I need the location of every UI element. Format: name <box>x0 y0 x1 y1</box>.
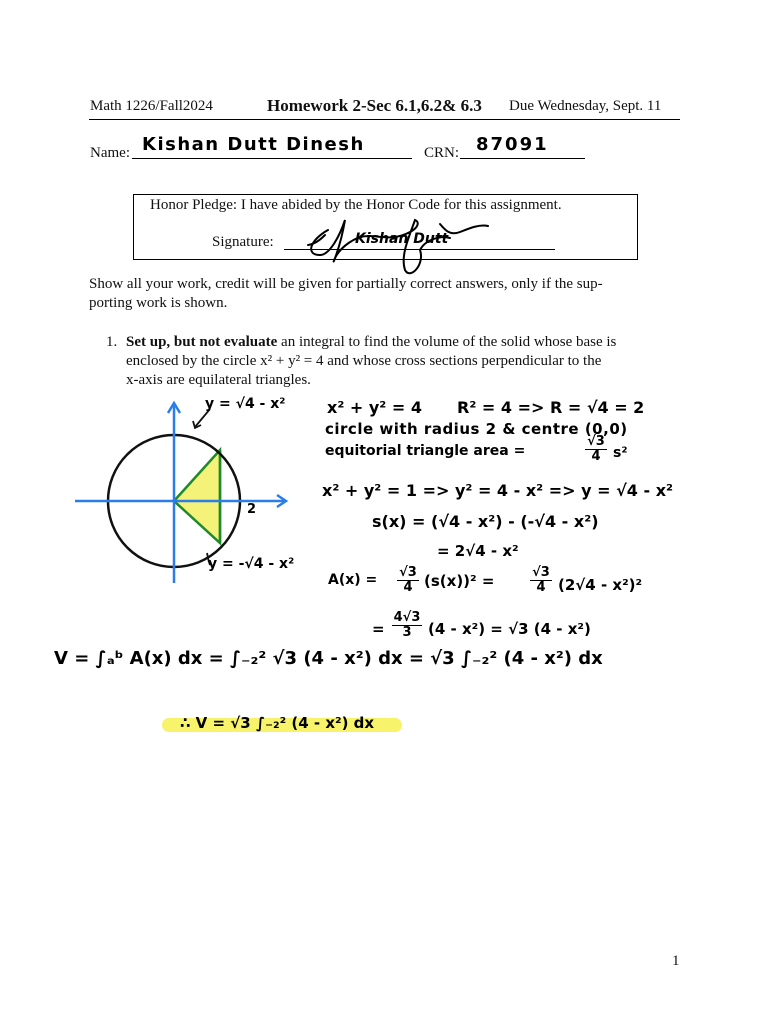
work-eq-10: V = ∫ₐᵇ A(x) dx = ∫₋₂² √3 (4 - x²) dx = √3 ∫₋₂² (4 - x²) dx <box>54 648 603 669</box>
tick-label-2: 2 <box>247 502 257 517</box>
work-eq-8-frac-num: √3 <box>397 566 419 581</box>
work-eq-6: s(x) = (√4 - x²) - (-√4 - x²) <box>372 512 599 531</box>
work-eq-5: x² + y² = 1 => y² = 4 - x² => y = √4 - x² <box>322 481 674 500</box>
problem-number: 1. <box>106 334 118 350</box>
work-eq-2: R² = 4 => R = √4 = 2 <box>457 398 645 417</box>
name-value: Kishan Dutt Dinesh <box>142 134 365 155</box>
header-rule <box>89 119 680 120</box>
problem-bold-lead: Set up, but not evaluate <box>126 334 278 350</box>
work-eq-9-frac-num: 4√3 <box>393 610 421 625</box>
problem-line-1 <box>126 334 616 351</box>
crn-underline <box>460 158 585 159</box>
crn-label: CRN: <box>424 145 460 161</box>
work-eq-8-mid: (s(x))² = <box>424 572 495 590</box>
final-answer: ∴ V = √3 ∫₋₂² (4 - x²) dx <box>180 714 375 732</box>
graph-bottom-label: y = -√4 - x² <box>208 556 295 572</box>
work-eq-8-frac-2 <box>530 566 552 595</box>
work-eq-8-frac-2-den: 4 <box>536 580 546 595</box>
signature-handwriting: Kishan Dutt <box>355 231 449 247</box>
due-date: Due Wednesday, Sept. 11 <box>509 98 662 114</box>
problem-line-3: x-axis are equilateral triangles. <box>126 372 311 388</box>
work-eq-8-frac-den: 4 <box>403 580 413 595</box>
work-eq-1: x² + y² = 4 <box>327 398 422 417</box>
work-eq-9-tail: (4 - x²) = √3 (4 - x²) <box>428 620 591 638</box>
problem-line-1-rest: an integral to find the volume of the solid whose base is <box>277 334 617 350</box>
work-eq-4-denominator: 4 <box>591 449 601 464</box>
work-eq-8-tail: (2√4 - x²)² <box>558 576 643 594</box>
work-eq-7: = 2√4 - x² <box>437 542 519 560</box>
work-eq-4-tail: s² <box>613 445 628 461</box>
instructions-line-1: Show all your work, credit will be given for partially correct answers, only if the sup- <box>89 276 603 292</box>
page-number: 1 <box>672 953 680 969</box>
homework-title: Homework 2-Sec 6.1,6.2& 6.3 <box>267 96 482 115</box>
course-label: Math 1226/Fall2024 <box>90 98 213 114</box>
cross-section-triangle <box>174 450 220 543</box>
work-eq-8-frac <box>397 566 419 595</box>
work-eq-9-frac <box>392 611 422 640</box>
graph-top-label: y = √4 - x² <box>205 396 286 412</box>
honor-pledge-text: Honor Pledge: I have abided by the Honor Code for this assignment. <box>150 197 562 213</box>
work-eq-9-frac-den: 3 <box>402 625 412 640</box>
work-eq-8-frac-2-num: √3 <box>530 566 552 581</box>
work-eq-3: circle with radius 2 & centre (0,0) <box>325 420 628 438</box>
crn-value: 87091 <box>476 134 549 155</box>
name-label: Name: <box>90 145 130 161</box>
work-eq-4-fraction <box>585 435 607 464</box>
problem-line-2: enclosed by the circle x² + y² = 4 and whose cross sections perpendicular to the <box>126 353 602 369</box>
work-eq-9-equals: = <box>372 620 385 638</box>
work-eq-4-numerator: √3 <box>585 435 607 450</box>
work-eq-8-lead: A(x) = <box>328 572 378 588</box>
work-eq-4-text: equitorial triangle area = <box>325 443 526 459</box>
instructions-line-2: porting work is shown. <box>89 295 228 311</box>
signature-label: Signature: <box>212 234 274 250</box>
name-underline <box>132 158 412 159</box>
signature-scribble <box>300 210 500 285</box>
